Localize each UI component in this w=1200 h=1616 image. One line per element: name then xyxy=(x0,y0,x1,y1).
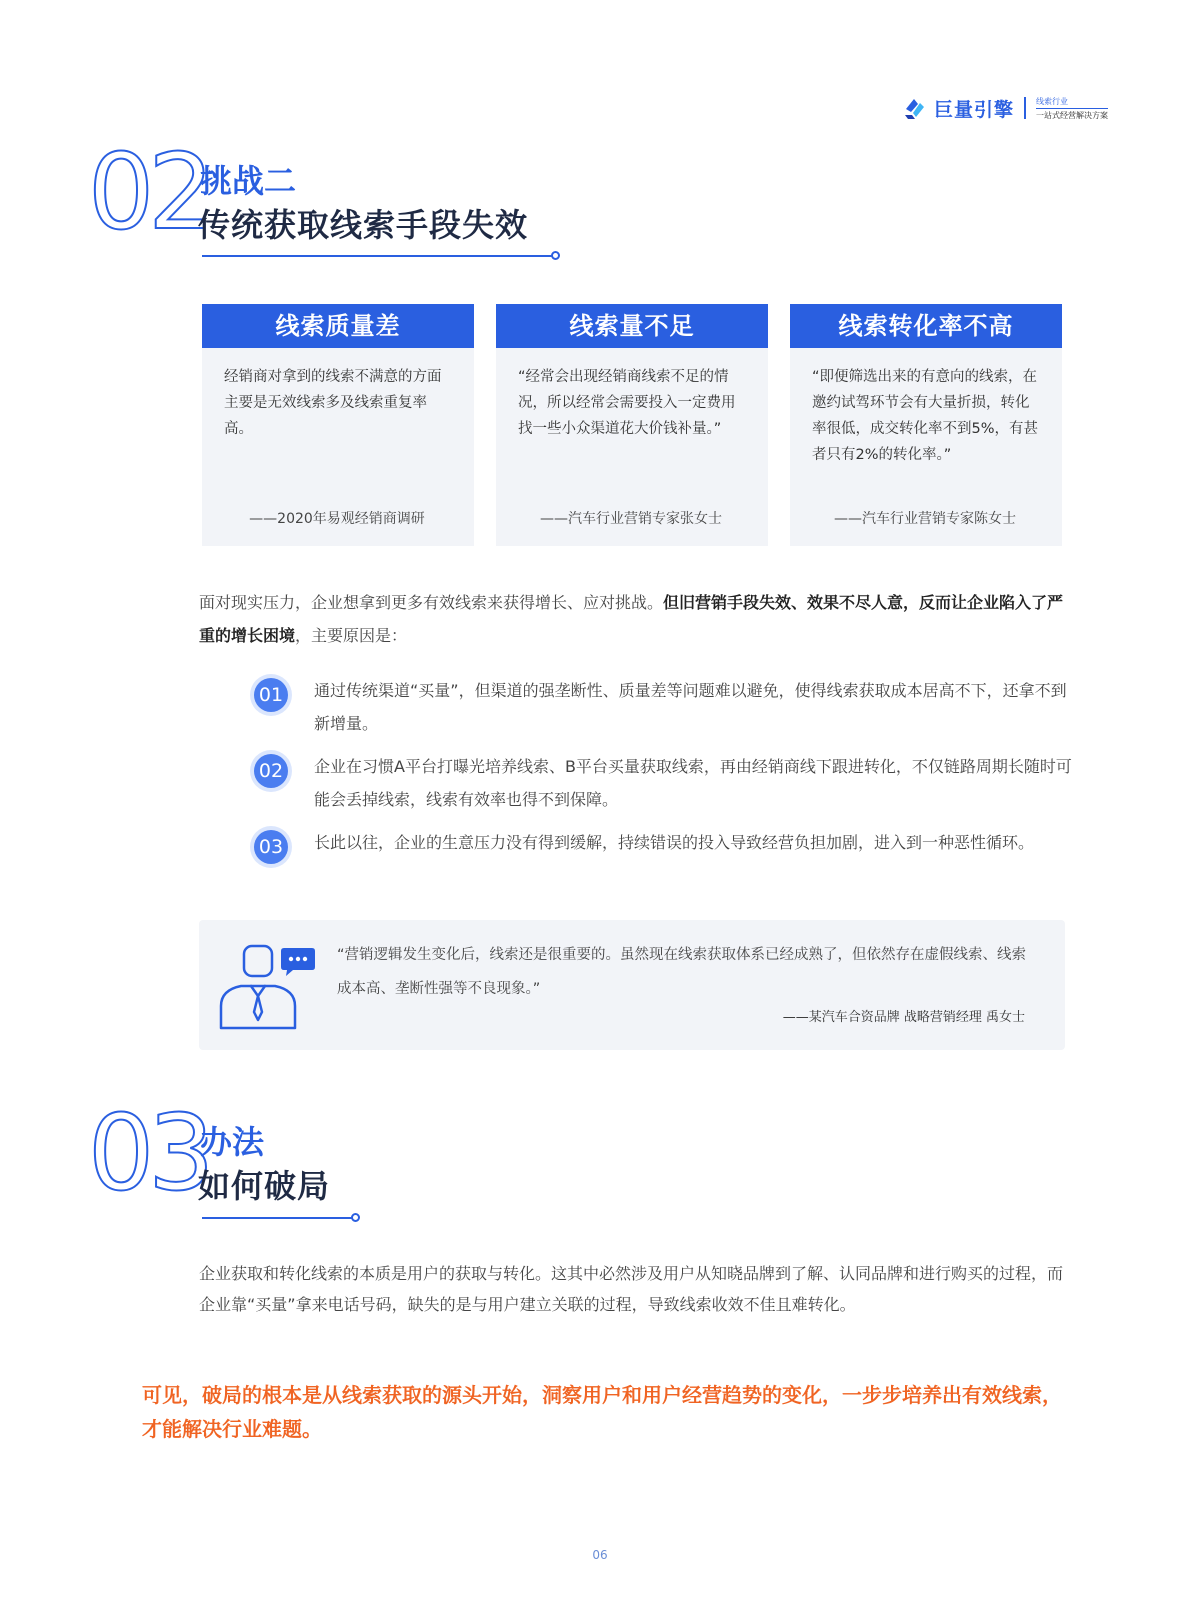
card-title: 线索质量差 xyxy=(202,304,474,348)
title-underline xyxy=(202,255,556,257)
number-badge: 03 xyxy=(254,830,288,864)
card-title: 线索量不足 xyxy=(496,304,768,348)
card-title: 线索转化率不高 xyxy=(790,304,1062,348)
challenge-card xyxy=(496,304,768,546)
speech-bubble-icon xyxy=(279,946,317,978)
logo-divider xyxy=(1024,97,1026,119)
intro-tail: ，主要原因是： xyxy=(295,626,408,645)
brand-name: 巨量引擎 xyxy=(934,98,1015,121)
logo-subtitle-1: 线索行业 xyxy=(1036,96,1108,109)
intro-bold-text: 但旧营销手段失效、效果不尽人意，反而让企业陷入了严重的增长困境 xyxy=(199,593,1064,645)
page-number: 06 xyxy=(592,1548,608,1562)
list-item-text: 长此以往，企业的生意压力没有得到缓解，持续错误的投入导致经营负担加剧，进入到一种恶性循环。 xyxy=(314,833,1035,852)
number-badge: 01 xyxy=(254,678,288,712)
number-badge: 02 xyxy=(254,754,288,788)
card-body: “经常会出现经销商线索不足的情况，所以经常会需要投入一定费用找一些小众渠道花大价钱补量。” xyxy=(518,369,736,437)
underline-dot xyxy=(351,1213,360,1222)
quote-text: “营销逻辑发生变化后，线索还是很重要的。虽然现在线索获取体系已经成熟了，但依然存在虚假线索、线索成本高、垄断性强等不良现象。” xyxy=(337,947,1027,997)
card-body: 经销商对拿到的线索不满意的方面主要是无效线索多及线索重复率高。 xyxy=(224,369,442,437)
card-source: ——汽车行业营销专家张女士 xyxy=(540,511,722,527)
card-source: ——2020年易观经销商调研 xyxy=(249,511,425,527)
underline-dot xyxy=(551,251,560,260)
brand-logo-icon xyxy=(902,95,928,121)
section-title: 如何破局 xyxy=(198,1167,331,1205)
intro-text: 面对现实压力，企业想拿到更多有效线索来获得增长、应对挑战。 xyxy=(199,593,664,612)
section-number: 03 xyxy=(88,1092,209,1214)
list-item-text: 企业在习惯A平台打曝光培养线索、B平台买量获取线索，再由经销商线下跟进转化，不仅链路周期长随时可能会丢掉线索，线索有效率也得不到保障。 xyxy=(314,757,1072,809)
section-tag: 办法 xyxy=(200,1123,265,1161)
card-body: “即便筛选出来的有意向的线索，在邀约试驾环节会有大量折损，转化率很低，成交转化率不到5%，有甚者只有2%的转化率。” xyxy=(812,369,1039,463)
brand-logo xyxy=(902,92,1108,124)
section-title: 传统获取线索手段失效 xyxy=(198,206,529,244)
highlight-text: 可见，破局的根本是从线索获取的源头开始，洞察用户和用户经营趋势的变化，一步步培养出有效线索，才能解决行业难题。 xyxy=(142,1383,1062,1441)
quote-box xyxy=(199,920,1065,1050)
title-underline xyxy=(202,1217,356,1219)
section-tag: 挑战二 xyxy=(200,162,297,200)
intro-paragraph xyxy=(199,586,1067,652)
card-source: ——汽车行业营销专家陈女士 xyxy=(834,511,1016,527)
section-number: 02 xyxy=(88,131,209,253)
challenge-card xyxy=(790,304,1062,546)
list-item-text: 通过传统渠道“买量”，但渠道的强垄断性、质量差等问题难以避免，使得线索获取成本居高不下，还拿不到新增量。 xyxy=(314,681,1067,733)
challenge-card xyxy=(202,304,474,546)
logo-subtitle-2: 一站式经营解决方案 xyxy=(1036,110,1109,120)
solution-paragraph: 企业获取和转化线索的本质是用户的获取与转化。这其中必然涉及用户从知晓品牌到了解、认同品牌和进行购买的过程，而企业靠“买量”拿来电话号码，缺失的是与用户建立关联的过程，导致线索收效不佳且难转化。 xyxy=(199,1264,1064,1314)
quote-source: ——某汽车合资品牌 战略营销经理 禹女士 xyxy=(782,1010,1025,1025)
